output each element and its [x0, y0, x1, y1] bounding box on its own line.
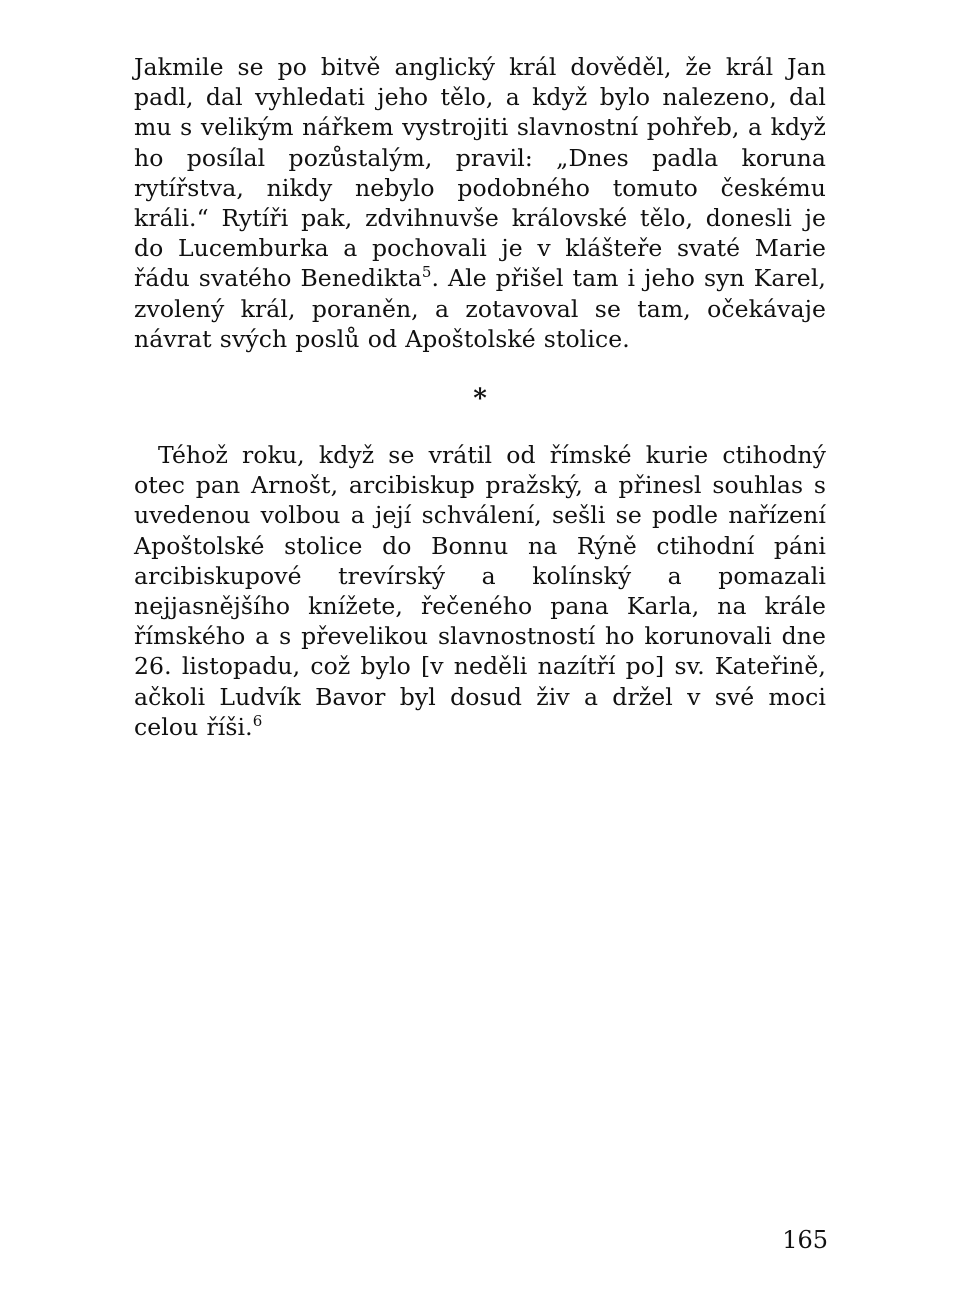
paragraph-2-text: Téhož roku, když se vrátil od římské kurie ctihodný otec pan Arnošt, arcibiskup pražský, a přinesl souhlas s uvedenou volbou a její schválení, sešli se podle nařízení Apoštolské stolice do Bonnu na Rýně ctihodní páni arcibiskupové trevírský a kolínský a pomazali nejjasnějšího knížete, řečeného pana Karla, na krále římského a s převelikou slavnostností ho korunovali dne 26. listopadu, což bylo [v neděli nazítří po] sv. Kateřině, ačkoli Ludvík Bavor byl dosud živ a držel v své moci celou říši. — [134, 441, 826, 741]
page-body — [134, 52, 826, 742]
footnote-marker-6: 6 — [252, 712, 263, 731]
footnote-marker-5: 5 — [421, 263, 432, 282]
page-number: 165 — [782, 1226, 828, 1254]
paragraph-1 — [134, 52, 826, 354]
paragraph-1-text-after: . Ale přišel tam i jeho syn Karel, zvolený král, poraněn, a zotavoval se tam, očekávaje návrat svých poslů od Apoštolské stolice. — [134, 264, 827, 353]
section-separator: * — [473, 384, 487, 415]
paragraph-1-text: Jakmile se po bitvě anglický král dověděl, že král Jan padl, dal vyhledati jeho tělo, a když bylo nalezeno, dal mu s velikým nářkem vystrojiti slavnostní pohřeb, a když ho posílal pozůstalým, pravil: „Dnes padla koruna rytířstva, nikdy nebylo podobného tomuto českému králi.“ Rytíři pak, zdvihnuvše královské tělo, donesli je do Lucemburka a pochovali je v klášteře svaté Marie řádu svatého Benedikta — [134, 53, 826, 293]
paragraph-2 — [134, 440, 826, 742]
